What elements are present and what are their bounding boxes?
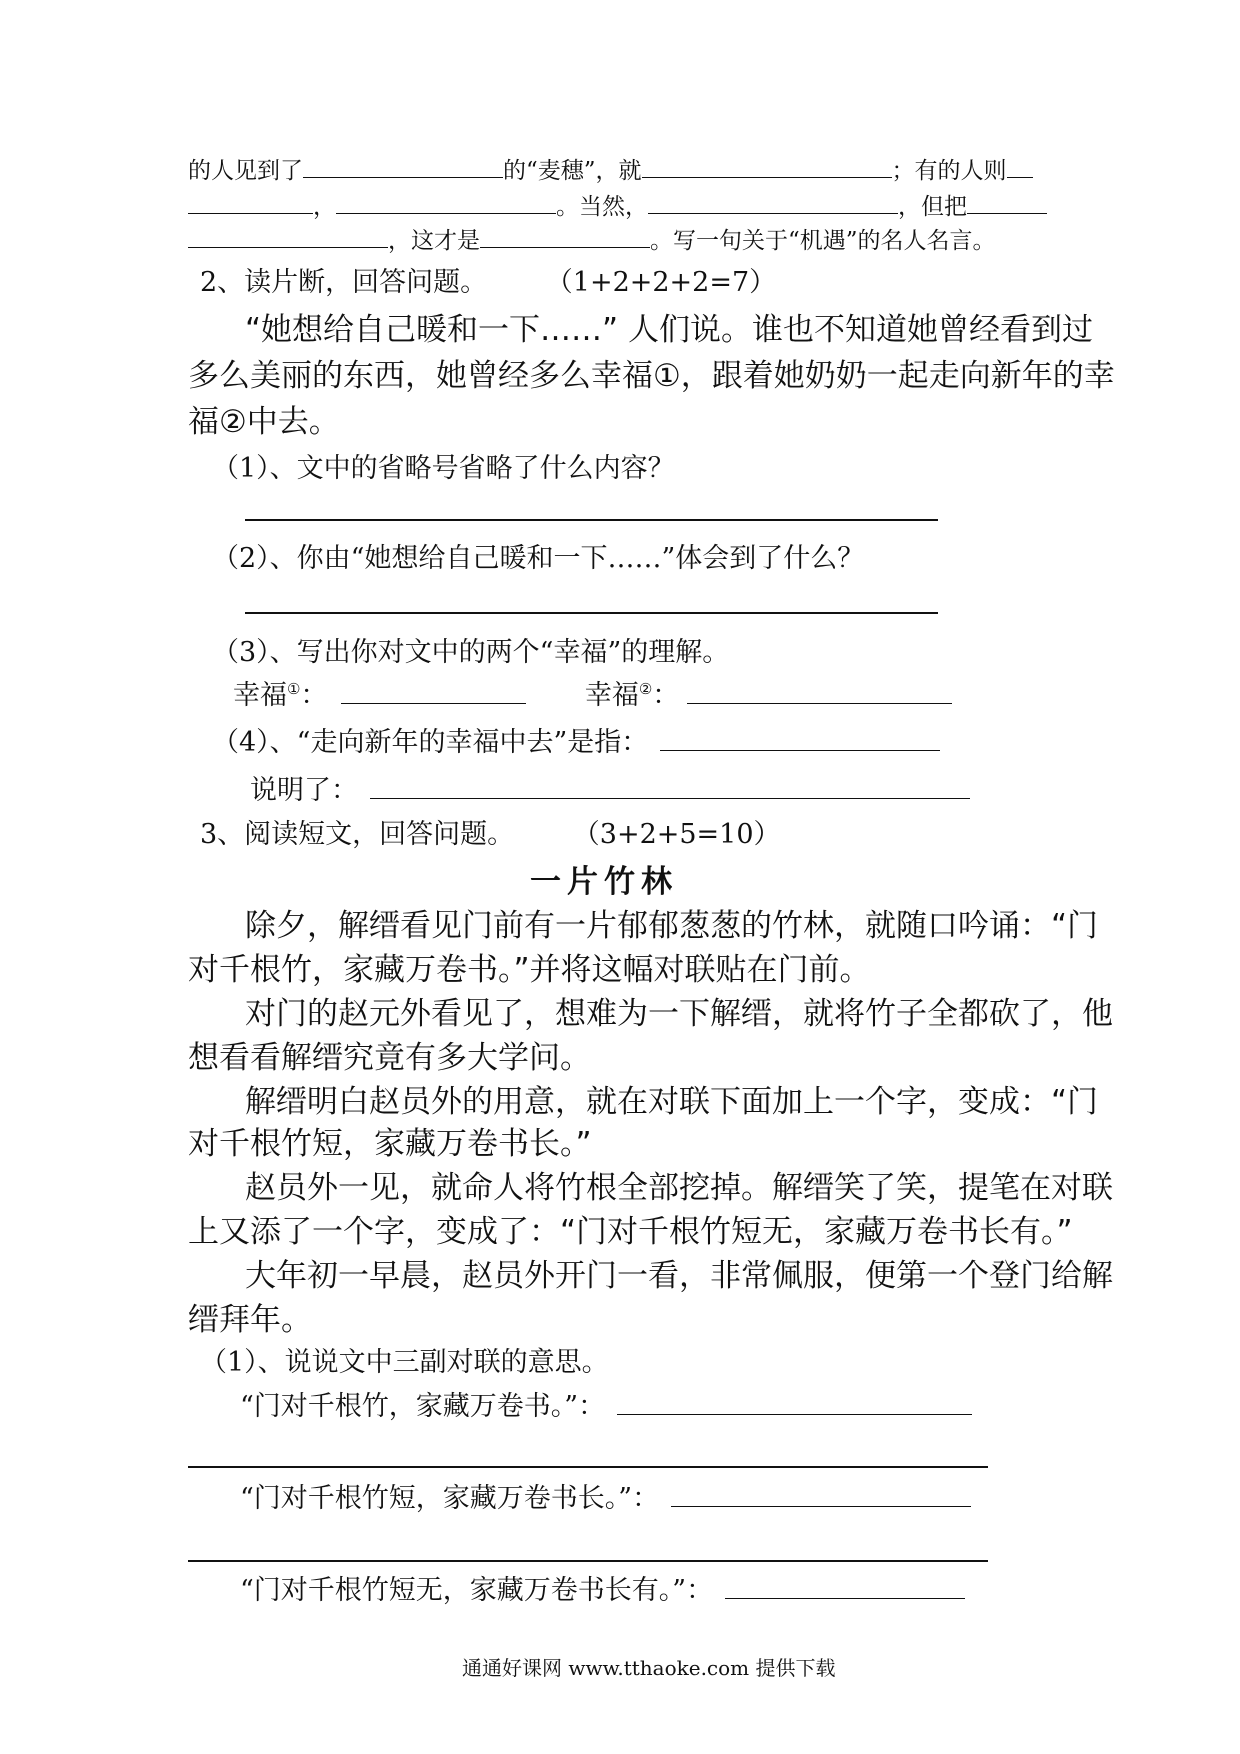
section2-q1: （1）、文中的省略号省略了什么内容？ — [212, 453, 675, 484]
section3-passage-line-2: 对千根竹，家藏万卷书。”并将这幅对联贴在门前。 — [188, 952, 871, 988]
top-line-2-a: ， — [313, 194, 336, 220]
section2-passage-line-1: “她想给自己暖和一下……” 人们说。谁也不知道她曾经看到过 — [245, 312, 1093, 348]
top-line-2-b: 。当然， — [556, 194, 648, 220]
page-footer: 通通好课网 www.tthaoke.com 提供下载 — [462, 1656, 836, 1680]
section2-q2: （2）、你由“她想给自己暖和一下……”体会到了什么？ — [212, 543, 865, 574]
top-line-1-c: ；有的人则 — [891, 158, 1007, 184]
section2-score: （1+2+2+2=7） — [545, 267, 777, 298]
section2-heading — [200, 260, 776, 299]
q3-label-2: 幸福 — [584, 680, 639, 711]
section2-heading-text: 2、读片断，回答问题。 — [200, 267, 488, 298]
section3-heading-text: 3、阅读短文，回答问题。 — [200, 819, 515, 850]
section3-q1: （1）、说说文中三副对联的意思。 — [200, 1347, 609, 1378]
fill-blank[interactable] — [188, 191, 313, 214]
fill-blank[interactable] — [648, 191, 898, 214]
fill-blank[interactable] — [660, 724, 940, 751]
fill-blank[interactable] — [480, 225, 650, 248]
fill-blank[interactable] — [303, 155, 503, 178]
section3-passage-line-3: 对门的赵元外看见了，想难为一下解缙，就将竹子全都砍了，他 — [245, 996, 1113, 1032]
section2-q3-answer-row — [233, 673, 952, 712]
fill-blank[interactable] — [370, 772, 970, 799]
q3-mark-1: ① — [287, 680, 301, 698]
fill-blank[interactable] — [341, 677, 526, 704]
answer-line[interactable] — [188, 1466, 988, 1468]
section2-q4-row — [212, 720, 940, 759]
top-line-3-a: ，这才是 — [388, 228, 480, 254]
couplet3-row — [240, 1568, 965, 1607]
fill-blank[interactable] — [1007, 155, 1033, 178]
section3-passage-line-1: 除夕，解缙看见门前有一片郁郁葱葱的竹林，就随口吟诵：“门 — [245, 908, 1099, 944]
top-line-2-c: ，但把 — [898, 194, 967, 220]
fill-blank[interactable] — [336, 191, 556, 214]
couplet3-label: “门对千根竹短无，家藏万卷书长有。”： — [240, 1575, 714, 1606]
section3-heading — [200, 812, 781, 851]
fill-blank[interactable] — [617, 1388, 972, 1415]
section2-q4-sub-row — [250, 768, 970, 807]
answer-line[interactable] — [245, 519, 938, 521]
fill-blank[interactable] — [687, 677, 952, 704]
section3-passage-line-9: 大年初一早晨，赵员外开门一看，非常佩服，便第一个登门给解 — [245, 1258, 1113, 1294]
top-line-3 — [188, 222, 996, 255]
section2-q4: （4）、“走向新年的幸福中去”是指： — [212, 727, 649, 758]
q3-colon-1: ： — [300, 680, 328, 711]
section3-title: 一片竹林 — [530, 864, 678, 900]
section3-passage-line-10: 缙拜年。 — [188, 1302, 312, 1338]
couplet1-row — [240, 1384, 972, 1423]
top-line-1 — [188, 152, 1033, 185]
top-line-1-b: 的“麦穗”，就 — [503, 158, 642, 184]
section2-passage-line-3: 福②中去。 — [188, 404, 340, 440]
section3-passage-line-6: 对千根竹短，家藏万卷书长。” — [188, 1126, 592, 1162]
top-line-3-b: 。写一句关于“机遇”的名人名言。 — [650, 228, 996, 254]
section3-passage-line-7: 赵员外一见，就命人将竹根全部挖掉。解缙笑了笑，提笔在对联 — [245, 1170, 1113, 1206]
q3-colon-2: ： — [652, 680, 680, 711]
fill-blank[interactable] — [188, 225, 388, 248]
couplet1-label: “门对千根竹，家藏万卷书。”： — [240, 1391, 606, 1422]
section3-passage-line-5: 解缙明白赵员外的用意，就在对联下面加上一个字，变成：“门 — [245, 1084, 1099, 1120]
fill-blank[interactable] — [967, 191, 1047, 214]
section2-q3: （3）、写出你对文中的两个“幸福”的理解。 — [212, 637, 730, 668]
couplet2-row — [240, 1476, 971, 1515]
section2-passage-line-2: 多么美丽的东西，她曾经多么幸福①，跟着她奶奶一起走向新年的幸 — [188, 358, 1115, 394]
fill-blank[interactable] — [642, 155, 892, 178]
couplet2-label: “门对千根竹短，家藏万卷书长。”： — [240, 1483, 660, 1514]
fill-blank[interactable] — [725, 1572, 965, 1599]
top-line-1-a: 的人见到了 — [188, 158, 303, 184]
q3-mark-2: ② — [638, 680, 653, 698]
section2-q4-sub: 说明了： — [250, 775, 358, 806]
answer-line[interactable] — [188, 1560, 988, 1562]
top-line-2 — [188, 188, 1047, 221]
fill-blank[interactable] — [671, 1480, 971, 1507]
answer-line[interactable] — [245, 612, 938, 614]
section3-passage-line-4: 想看看解缙究竟有多大学问。 — [188, 1040, 591, 1076]
section3-score: （3+2+5=10） — [572, 819, 781, 850]
q3-label-1: 幸福 — [233, 680, 287, 711]
section3-passage-line-8: 上又添了一个字，变成了：“门对千根竹短无，家藏万卷书长有。” — [188, 1214, 1073, 1250]
